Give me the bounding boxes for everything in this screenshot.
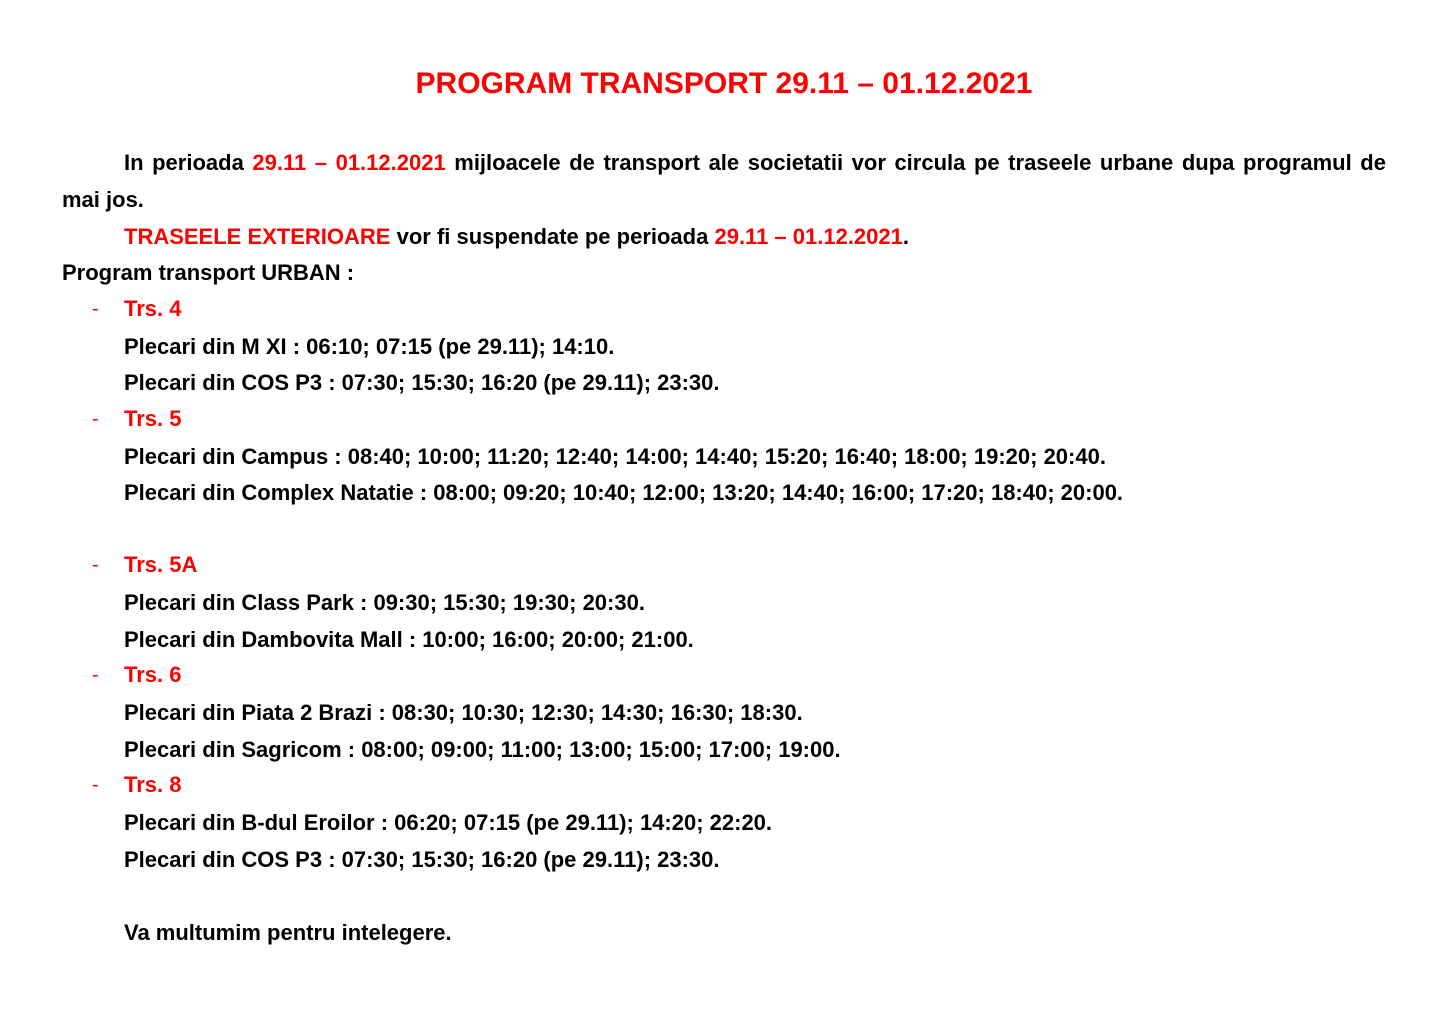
intro-period: 29.11 – 01.12.2021	[252, 150, 446, 175]
intro-paragraph	[62, 145, 1386, 218]
departure-line: Plecari din Sagricom : 08:00; 09:00; 11:00; 13:00; 15:00; 17:00; 19:00.	[124, 737, 841, 762]
departure-line: Plecari din Complex Natatie : 08:00; 09:20; 10:40; 12:00; 13:20; 14:40; 16:00; 17:20; 18:40; 20:00.	[124, 480, 1124, 505]
route-name: Trs. 6	[124, 662, 182, 687]
closing-message: Va multumim pentru intelegere.	[124, 920, 452, 945]
departure-line: Plecari din M XI : 06:10; 07:15 (pe 29.11); 14:10.	[124, 334, 615, 359]
bullet-dash: -	[92, 664, 99, 686]
departure-line: Plecari din COS P3 : 07:30; 15:30; 16:20 (pe 29.11); 23:30.	[124, 847, 720, 872]
suspension-text: vor fi suspendate pe perioada	[390, 224, 715, 249]
departure-line: Plecari din Dambovita Mall : 10:00; 16:00; 20:00; 21:00.	[124, 627, 694, 652]
route-name: Trs. 5	[124, 406, 182, 431]
bullet-dash: -	[92, 408, 99, 430]
departure-line: Plecari din B-dul Eroilor : 06:20; 07:15 (pe 29.11); 14:20; 22:20.	[124, 810, 773, 835]
intro-text-start: In perioada	[124, 150, 253, 175]
suspension-notice	[124, 219, 909, 256]
suspension-period: 29.11 – 01.12.2021	[714, 224, 903, 249]
departure-line: Plecari din Campus : 08:40; 10:00; 11:20; 12:40; 14:00; 14:40; 15:20; 16:40; 18:00; 19:20; 20:40.	[124, 444, 1106, 469]
bullet-dash: -	[92, 774, 99, 796]
program-heading: Program transport URBAN :	[62, 260, 355, 285]
bullet-dash: -	[92, 298, 99, 320]
suspended-routes-label: TRASEELE EXTERIOARE	[124, 224, 391, 249]
suspension-end: .	[902, 224, 910, 249]
departure-line: Plecari din Class Park : 09:30; 15:30; 19:30; 20:30.	[124, 590, 645, 615]
route-name: Trs. 8	[124, 772, 182, 797]
intro-text-end: mijloacele de transport ale societatii vor circula pe traseele urbane dupa programul de mai jos.	[62, 150, 1386, 212]
document-title: PROGRAM TRANSPORT 29.11 – 01.12.2021	[415, 67, 1033, 100]
departure-line: Plecari din COS P3 : 07:30; 15:30; 16:20 (pe 29.11); 23:30.	[124, 370, 720, 395]
route-name: Trs. 4	[124, 296, 182, 321]
bullet-dash: -	[92, 554, 99, 576]
departure-line: Plecari din Piata 2 Brazi : 08:30; 10:30; 12:30; 14:30; 16:30; 18:30.	[124, 700, 803, 725]
route-name: Trs. 5A	[124, 552, 198, 577]
